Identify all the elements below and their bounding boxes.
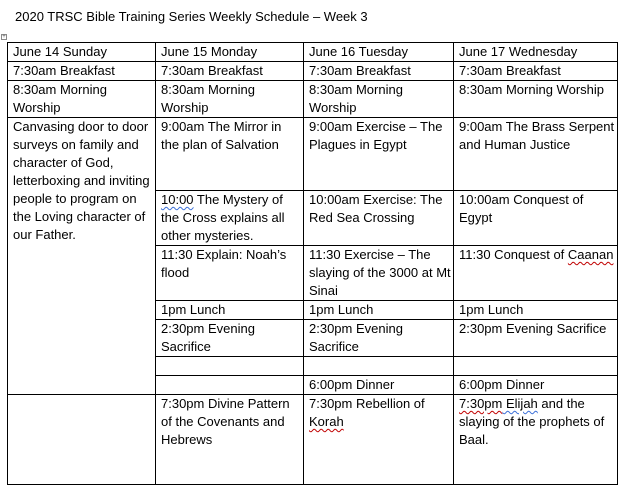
schedule-table bbox=[7, 42, 618, 485]
empty-cell-monday bbox=[156, 357, 304, 376]
worship-tuesday: 8:30am Morning Worship bbox=[304, 81, 454, 118]
eleven-wednesday-text: 11:30 Conquest of bbox=[459, 247, 568, 262]
dinner-wednesday: 6:00pm Dinner bbox=[454, 376, 618, 395]
evening-wednesday bbox=[454, 395, 618, 485]
eleven-wednesday bbox=[454, 246, 618, 301]
table-move-handle-icon[interactable]: + bbox=[2, 34, 6, 40]
eleven-tuesday: 11:30 Exercise – The slaying of the 3000 at Mt Sinai bbox=[304, 246, 454, 301]
eleven-monday: 11:30 Explain: Noah’s flood bbox=[156, 246, 304, 301]
evening-sunday-empty bbox=[8, 395, 156, 485]
nine-wednesday: 9:00am The Brass Serpent and Human Justice bbox=[454, 118, 618, 191]
header-sunday: June 14 Sunday bbox=[8, 43, 156, 62]
evening-wednesday-name: Elijah bbox=[502, 396, 538, 411]
empty-cell-wednesday bbox=[454, 357, 618, 376]
evening-wednesday-text: and the slaying of the prophets of Baal. bbox=[459, 396, 605, 447]
header-tuesday: June 16 Tuesday bbox=[304, 43, 454, 62]
sacrifice-monday: 2:30pm Evening Sacrifice bbox=[156, 320, 304, 357]
lunch-monday: 1pm Lunch bbox=[156, 301, 304, 320]
table-row bbox=[8, 62, 618, 81]
nine-tuesday: 9:00am Exercise – The Plagues in Egypt bbox=[304, 118, 454, 191]
breakfast-sunday: 7:30am Breakfast bbox=[8, 62, 156, 81]
table-row bbox=[8, 81, 618, 118]
table-header-row bbox=[8, 43, 618, 62]
worship-wednesday: 8:30am Morning Worship bbox=[454, 81, 618, 118]
evening-wednesday-time: 7:30pm bbox=[459, 396, 503, 411]
sacrifice-tuesday: 2:30pm Evening Sacrifice bbox=[304, 320, 454, 357]
evening-tuesday-text: 7:30pm Rebellion of bbox=[309, 396, 425, 411]
breakfast-tuesday: 7:30am Breakfast bbox=[304, 62, 454, 81]
table-row bbox=[8, 395, 618, 485]
breakfast-wednesday: 7:30am Breakfast bbox=[454, 62, 618, 81]
sunday-canvassing-cell: Canvasing door to door surveys on family and character of God, letterboxing and inviting people to program on the Loving character of our Father. bbox=[8, 118, 156, 395]
ten-monday bbox=[156, 191, 304, 246]
worship-monday: 8:30am Morning Worship bbox=[156, 81, 304, 118]
lunch-tuesday: 1pm Lunch bbox=[304, 301, 454, 320]
evening-tuesday bbox=[304, 395, 454, 485]
dinner-tuesday: 6:00pm Dinner bbox=[304, 376, 454, 395]
ten-monday-time: 10:00 bbox=[161, 192, 194, 207]
header-wednesday: June 17 Wednesday bbox=[454, 43, 618, 62]
lunch-wednesday: 1pm Lunch bbox=[454, 301, 618, 320]
empty-cell-tuesday bbox=[304, 357, 454, 376]
ten-wednesday: 10:00am Conquest of Egypt bbox=[454, 191, 618, 246]
sacrifice-wednesday: 2:30pm Evening Sacrifice bbox=[454, 320, 618, 357]
document-title: 2020 TRSC Bible Training Series Weekly Schedule – Week 3 bbox=[15, 9, 368, 24]
table-row bbox=[8, 118, 618, 191]
nine-monday: 9:00am The Mirror in the plan of Salvation bbox=[156, 118, 304, 191]
ten-monday-text: The Mystery of the Cross explains all other mysteries. bbox=[161, 192, 285, 243]
worship-sunday: 8:30am Morning Worship bbox=[8, 81, 156, 118]
eleven-wednesday-place: Caanan bbox=[567, 247, 614, 262]
breakfast-monday: 7:30am Breakfast bbox=[156, 62, 304, 81]
evening-monday: 7:30pm Divine Pattern of the Covenants and Hebrews bbox=[156, 395, 304, 485]
ten-tuesday: 10:00am Exercise: The Red Sea Crossing bbox=[304, 191, 454, 246]
header-monday: June 15 Monday bbox=[156, 43, 304, 62]
dinner-monday-empty bbox=[156, 376, 304, 395]
evening-tuesday-name: Korah bbox=[309, 414, 344, 429]
